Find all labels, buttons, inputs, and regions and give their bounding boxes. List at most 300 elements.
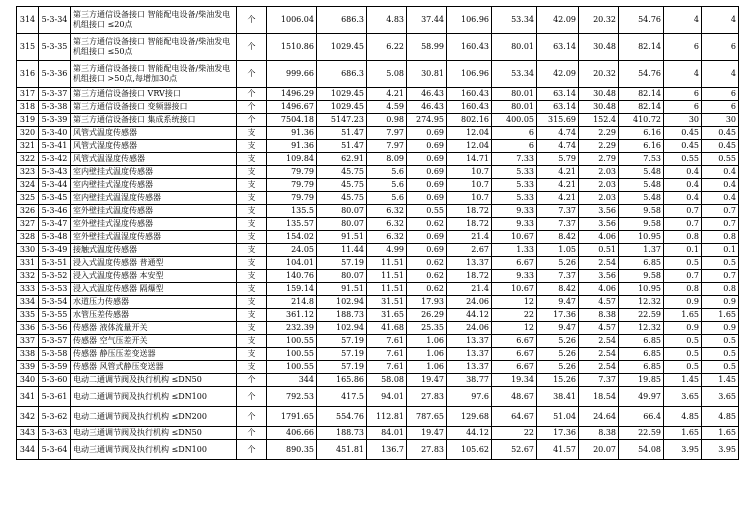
cell-value: 0.5 [702,348,739,361]
cell-value: 2.54 [579,257,619,270]
table-row [17,296,739,309]
cell-value: 160.43 [447,88,492,101]
cell-serial-no: 334 [17,296,39,309]
cell-value: 0.98 [367,114,407,127]
cell-value: 30.81 [407,61,447,88]
cell-value: 160.43 [447,101,492,114]
cell-value: 154.02 [267,231,317,244]
cell-value: 10.7 [447,192,492,205]
cell-serial-no: 327 [17,218,39,231]
cell-value: 0.5 [664,361,702,374]
cell-value: 106.96 [447,7,492,34]
cell-value: 63.14 [537,101,579,114]
cell-unit: 支 [237,127,267,140]
cell-serial-no: 316 [17,61,39,88]
cell-item-name: 电动二通调节阀及执行机构 ≤DN200 [71,407,237,427]
cell-unit: 支 [237,140,267,153]
cell-item-name: 第三方通信设备接口 智能配电设备/柴油发电机组接口 ≤50点 [71,34,237,61]
cell-value: 2.79 [579,153,619,166]
cell-value: 6 [492,140,537,153]
cell-value: 4 [664,61,702,88]
cell-quota-code: 5-3-44 [39,179,71,192]
cell-unit: 个 [237,88,267,101]
cell-value: 0.8 [702,283,739,296]
cell-value: 19.85 [619,374,664,387]
cell-value: 6.22 [367,34,407,61]
cell-item-name: 第三方通信设备接口 智能配电设备/柴油发电机组接口 ≤20点 [71,7,237,34]
cell-value: 10.95 [619,283,664,296]
cell-value: 0.8 [702,231,739,244]
cell-quota-code: 5-3-54 [39,296,71,309]
cell-value: 45.75 [317,179,367,192]
cell-value: 7.97 [367,127,407,140]
cell-value: 2.03 [579,166,619,179]
cell-value: 0.69 [407,140,447,153]
cell-value: 0.8 [664,231,702,244]
cell-value: 6 [702,34,739,61]
cell-value: 5.26 [537,257,579,270]
cell-value: 1.05 [537,244,579,257]
cell-value: 7.97 [367,140,407,153]
cell-unit: 支 [237,257,267,270]
cell-unit: 支 [237,361,267,374]
cell-value: 109.84 [267,153,317,166]
cell-value: 0.9 [702,322,739,335]
cell-value: 0.51 [579,244,619,257]
cell-value: 0.4 [702,179,739,192]
cell-value: 100.55 [267,348,317,361]
cell-value: 5.26 [537,348,579,361]
cell-value: 214.8 [267,296,317,309]
cell-value: 51.04 [537,407,579,427]
cell-value: 84.01 [367,427,407,440]
cell-value: 0.1 [702,244,739,257]
cell-value: 6.32 [367,218,407,231]
cell-value: 9.33 [492,218,537,231]
cell-value: 3.65 [664,387,702,407]
cell-value: 4 [664,7,702,34]
quota-table-body [17,7,739,460]
cell-value: 1.06 [407,361,447,374]
cell-value: 787.65 [407,407,447,427]
cell-value: 2.54 [579,361,619,374]
cell-value: 0.4 [702,192,739,205]
cell-value: 20.32 [579,61,619,88]
cell-value: 20.32 [579,7,619,34]
cell-unit: 支 [237,205,267,218]
cell-value: 4 [702,7,739,34]
cell-value: 2.67 [447,244,492,257]
cell-value: 0.7 [702,270,739,283]
cell-value: 51.47 [317,140,367,153]
cell-value: 6.85 [619,257,664,270]
cell-value: 7.53 [619,153,664,166]
cell-value: 0.7 [702,205,739,218]
cell-quota-code: 5-3-40 [39,127,71,140]
cell-item-name: 第三方通信设备接口 智能配电设备/柴油发电机组接口 >50点,每增加30点 [71,61,237,88]
cell-quota-code: 5-3-51 [39,257,71,270]
cell-quota-code: 5-3-61 [39,387,71,407]
table-row [17,335,739,348]
cell-serial-no: 330 [17,244,39,257]
cell-unit: 个 [237,34,267,61]
cell-serial-no: 324 [17,179,39,192]
cell-value: 417.5 [317,387,367,407]
cell-value: 4.74 [537,140,579,153]
cell-value: 0.69 [407,244,447,257]
cell-value: 1510.86 [267,34,317,61]
cell-value: 38.77 [447,374,492,387]
cell-value: 890.35 [267,440,317,460]
cell-value: 62.91 [317,153,367,166]
table-row [17,101,739,114]
cell-value: 0.69 [407,166,447,179]
cell-item-name: 第三方通信设备接口 VRV接口 [71,88,237,101]
cell-value: 104.01 [267,257,317,270]
cell-value: 7504.18 [267,114,317,127]
cell-value: 97.6 [447,387,492,407]
cell-unit: 个 [237,7,267,34]
table-row [17,192,739,205]
table-row [17,309,739,322]
cell-value: 13.37 [447,335,492,348]
cell-value: 10.67 [492,231,537,244]
cell-unit: 个 [237,387,267,407]
cell-item-name: 室外壁挂式温湿度传感器 [71,231,237,244]
cell-value: 9.33 [492,205,537,218]
cell-value: 4.21 [537,192,579,205]
cell-value: 6.67 [492,361,537,374]
cell-value: 6 [492,127,537,140]
table-row [17,7,739,34]
table-row [17,257,739,270]
cell-value: 11.51 [367,270,407,283]
cell-value: 135.5 [267,205,317,218]
cell-value: 7.37 [537,205,579,218]
cell-value: 1.65 [664,427,702,440]
cell-serial-no: 337 [17,335,39,348]
cell-value: 0.4 [664,179,702,192]
table-row [17,114,739,127]
cell-value: 0.69 [407,127,447,140]
cell-value: 6.85 [619,361,664,374]
cell-value: 0.69 [407,192,447,205]
cell-value: 0.62 [407,270,447,283]
table-row [17,61,739,88]
cell-value: 1791.65 [267,407,317,427]
cell-quota-code: 5-3-42 [39,153,71,166]
cell-value: 1029.45 [317,101,367,114]
cell-value: 46.43 [407,101,447,114]
cell-serial-no: 318 [17,101,39,114]
cell-value: 3.95 [664,440,702,460]
cell-value: 94.01 [367,387,407,407]
cell-value: 24.05 [267,244,317,257]
quota-table-sheet [16,6,738,460]
cell-value: 20.07 [579,440,619,460]
cell-value: 0.5 [702,335,739,348]
cell-quota-code: 5-3-34 [39,7,71,34]
cell-serial-no: 339 [17,361,39,374]
cell-value: 188.73 [317,309,367,322]
cell-quota-code: 5-3-45 [39,192,71,205]
cell-value: 5.33 [492,179,537,192]
cell-value: 0.9 [702,296,739,309]
cell-value: 51.47 [317,127,367,140]
cell-unit: 支 [237,348,267,361]
cell-value: 8.42 [537,231,579,244]
table-row [17,322,739,335]
table-row [17,407,739,427]
cell-item-name: 浸入式温度传感器 普通型 [71,257,237,270]
cell-serial-no: 317 [17,88,39,101]
cell-value: 3.95 [702,440,739,460]
cell-value: 4 [702,61,739,88]
cell-value: 6.67 [492,335,537,348]
cell-value: 1006.04 [267,7,317,34]
cell-value: 160.43 [447,34,492,61]
cell-value: 3.56 [579,205,619,218]
cell-value: 9.47 [537,322,579,335]
cell-value: 27.83 [407,387,447,407]
cell-value: 105.62 [447,440,492,460]
cell-value: 4.74 [537,127,579,140]
cell-value: 12.04 [447,127,492,140]
cell-serial-no: 321 [17,140,39,153]
cell-value: 45.75 [317,166,367,179]
cell-value: 12 [492,322,537,335]
cell-value: 22 [492,427,537,440]
cell-value: 27.83 [407,440,447,460]
cell-item-name: 水道压力传感器 [71,296,237,309]
cell-value: 17.36 [537,309,579,322]
cell-value: 80.01 [492,88,537,101]
cell-value: 17.93 [407,296,447,309]
cell-serial-no: 332 [17,270,39,283]
cell-value: 451.81 [317,440,367,460]
cell-quota-code: 5-3-52 [39,270,71,283]
cell-value: 9.58 [619,218,664,231]
cell-serial-no: 319 [17,114,39,127]
cell-value: 45.75 [317,192,367,205]
cell-value: 0.7 [664,218,702,231]
cell-value: 57.19 [317,361,367,374]
cell-value: 0.55 [664,153,702,166]
cell-unit: 个 [237,61,267,88]
cell-quota-code: 5-3-46 [39,205,71,218]
cell-value: 30.48 [579,101,619,114]
cell-value: 12.32 [619,296,664,309]
cell-value: 1.33 [492,244,537,257]
cell-item-name: 电动三通调节阀及执行机构 ≤DN100 [71,440,237,460]
cell-value: 64.67 [492,407,537,427]
cell-value: 7.61 [367,335,407,348]
cell-item-name: 传感器 液体流量开关 [71,322,237,335]
cell-value: 19.47 [407,374,447,387]
cell-quota-code: 5-3-59 [39,361,71,374]
cell-unit: 支 [237,244,267,257]
cell-serial-no: 315 [17,34,39,61]
cell-value: 4.85 [664,407,702,427]
cell-value: 30.48 [579,88,619,101]
cell-value: 5.48 [619,166,664,179]
cell-value: 37.44 [407,7,447,34]
cell-item-name: 室内壁挂式温湿度传感器 [71,192,237,205]
cell-value: 5.6 [367,179,407,192]
cell-value: 21.4 [447,283,492,296]
cell-value: 5.48 [619,179,664,192]
cell-value: 4.99 [367,244,407,257]
cell-serial-no: 343 [17,427,39,440]
cell-value: 53.34 [492,7,537,34]
cell-value: 79.79 [267,192,317,205]
cell-value: 31.65 [367,309,407,322]
cell-quota-code: 5-3-41 [39,140,71,153]
cell-value: 8.38 [579,427,619,440]
cell-serial-no: 335 [17,309,39,322]
cell-value: 24.06 [447,322,492,335]
table-row [17,205,739,218]
cell-value: 0.5 [664,348,702,361]
cell-value: 25.35 [407,322,447,335]
cell-value: 5.26 [537,335,579,348]
cell-value: 165.86 [317,374,367,387]
table-row [17,283,739,296]
cell-value: 91.51 [317,283,367,296]
cell-quota-code: 5-3-49 [39,244,71,257]
cell-value: 5147.23 [317,114,367,127]
table-row [17,34,739,61]
cell-value: 48.67 [492,387,537,407]
cell-item-name: 接触式温度传感器 [71,244,237,257]
cell-value: 0.4 [664,192,702,205]
cell-value: 13.37 [447,361,492,374]
cell-unit: 支 [237,309,267,322]
cell-unit: 支 [237,166,267,179]
cell-serial-no: 325 [17,192,39,205]
cell-value: 7.61 [367,361,407,374]
cell-value: 3.56 [579,270,619,283]
cell-value: 5.26 [537,361,579,374]
table-row [17,140,739,153]
table-row [17,127,739,140]
cell-value: 1.65 [664,309,702,322]
cell-value: 7.33 [492,153,537,166]
cell-quota-code: 5-3-37 [39,88,71,101]
cell-value: 80.07 [317,218,367,231]
cell-value: 999.66 [267,61,317,88]
cell-value: 8.38 [579,309,619,322]
cell-value: 18.72 [447,270,492,283]
cell-value: 802.16 [447,114,492,127]
cell-value: 0.69 [407,231,447,244]
cell-serial-no: 336 [17,322,39,335]
cell-value: 22 [492,309,537,322]
cell-value: 24.64 [579,407,619,427]
cell-value: 6.85 [619,348,664,361]
cell-value: 49.97 [619,387,664,407]
cell-value: 4.06 [579,283,619,296]
cell-unit: 支 [237,179,267,192]
cell-quota-code: 5-3-48 [39,231,71,244]
cell-value: 6.32 [367,231,407,244]
cell-value: 152.4 [579,114,619,127]
cell-value: 5.79 [537,153,579,166]
cell-item-name: 风管式温湿度传感器 [71,153,237,166]
cell-value: 554.76 [317,407,367,427]
cell-value: 10.95 [619,231,664,244]
cell-value: 12.32 [619,322,664,335]
cell-value: 5.6 [367,192,407,205]
cell-serial-no: 338 [17,348,39,361]
cell-value: 57.19 [317,335,367,348]
cell-item-name: 传感器 空气压差开关 [71,335,237,348]
cell-value: 792.53 [267,387,317,407]
cell-value: 5.6 [367,166,407,179]
cell-value: 4.21 [537,179,579,192]
cell-value: 79.79 [267,179,317,192]
cell-value: 53.34 [492,61,537,88]
cell-value: 7.37 [579,374,619,387]
table-row [17,244,739,257]
cell-quota-code: 5-3-35 [39,34,71,61]
cell-item-name: 传感器 静压压差变送器 [71,348,237,361]
cell-value: 2.54 [579,335,619,348]
cell-value: 0.7 [702,218,739,231]
cell-value: 31.51 [367,296,407,309]
cell-value: 410.72 [619,114,664,127]
cell-value: 91.36 [267,127,317,140]
cell-value: 57.19 [317,348,367,361]
cell-value: 1.06 [407,348,447,361]
table-row [17,348,739,361]
cell-value: 10.7 [447,179,492,192]
cell-value: 1029.45 [317,34,367,61]
cell-value: 6 [702,101,739,114]
cell-value: 7.37 [537,270,579,283]
table-row [17,179,739,192]
cell-value: 2.03 [579,192,619,205]
cell-value: 80.07 [317,270,367,283]
cell-value: 3.65 [702,387,739,407]
cell-quota-code: 5-3-47 [39,218,71,231]
cell-value: 1496.29 [267,88,317,101]
cell-value: 4.06 [579,231,619,244]
cell-value: 30.48 [579,34,619,61]
cell-value: 22.59 [619,309,664,322]
cell-value: 2.03 [579,179,619,192]
cell-value: 91.51 [317,231,367,244]
cell-serial-no: 328 [17,231,39,244]
cell-value: 0.62 [407,257,447,270]
cell-value: 0.62 [407,218,447,231]
cell-value: 54.76 [619,7,664,34]
cell-value: 4.83 [367,7,407,34]
cell-item-name: 水管压差传感器 [71,309,237,322]
cell-value: 26.29 [407,309,447,322]
cell-value: 54.08 [619,440,664,460]
cell-value: 5.48 [619,192,664,205]
cell-value: 0.4 [702,166,739,179]
cell-item-name: 电动三通调节阀及执行机构 ≤DN50 [71,427,237,440]
cell-value: 4.59 [367,101,407,114]
cell-value: 41.68 [367,322,407,335]
cell-serial-no: 342 [17,407,39,427]
cell-value: 159.14 [267,283,317,296]
table-row [17,387,739,407]
cell-value: 8.09 [367,153,407,166]
table-row [17,231,739,244]
